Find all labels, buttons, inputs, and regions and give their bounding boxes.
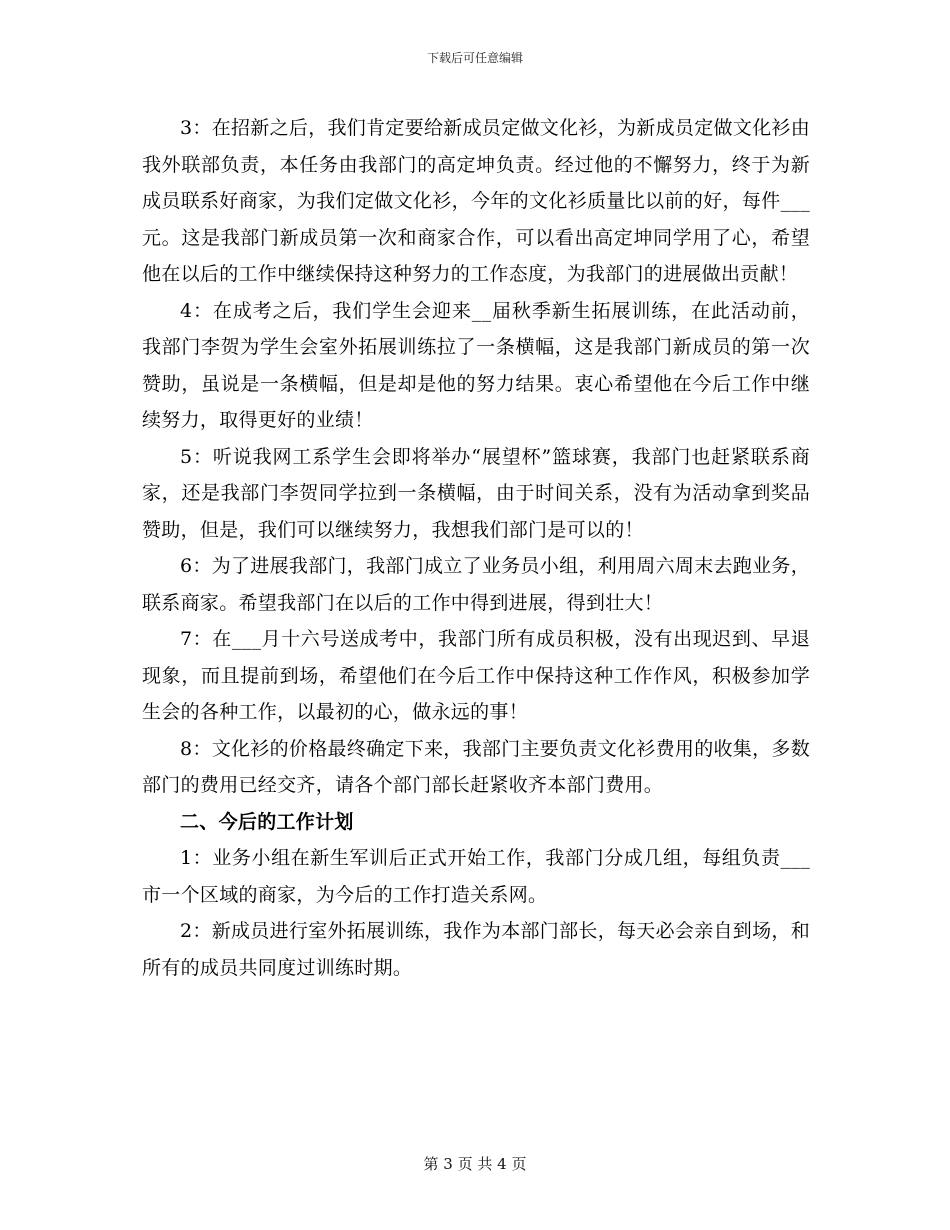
paragraph-item-6: 6：为了进展我部门，我部门成立了业务员小组，利用周六周末去跑业务，联系商家。希望我部门在以后的工作中得到进展，得到壮大！ bbox=[142, 555, 810, 614]
page-number: 第 3 页 共 4 页 bbox=[423, 1155, 527, 1173]
section-heading: 二、今后的工作计划 bbox=[180, 810, 354, 833]
plan-item-2: 2：新成员进行室外拓展训练，我作为本部门部长，每天必会亲自到场，和所有的成员共同度过训练时期。 bbox=[142, 920, 810, 979]
paragraph-item-5: 5：听说我网工系学生会即将举办“展望杯”篮球赛，我部门也赶紧联系商家，还是我部门李贺同学拉到一条横幅，由于时间关系，没有为活动拿到奖品赞助，但是，我们可以继续努力，我想我们部门是可以的！ bbox=[142, 445, 810, 541]
plan-item-1: 1：业务小组在新生军训后正式开始工作，我部门分成几组，每组负责___市一个区域的商家，为今后的工作打造关系网。 bbox=[142, 847, 810, 906]
paragraph-item-8: 8：文化衫的价格最终确定下来，我部门主要负责文化衫费用的收集，多数部门的费用已经交齐，请各个部门部长赶紧收齐本部门费用。 bbox=[142, 737, 810, 796]
paragraph-item-7: 7：在___月十六号送成考中，我部门所有成员积极，没有出现迟到、早退现象，而且提前到场，希望他们在今后工作中保持这种工作作风，积极参加学生会的各种工作，以最初的心，做永远的事！ bbox=[142, 628, 810, 723]
paragraph-item-3: 3：在招新之后，我们肯定要给新成员定做文化衫，为新成员定做文化衫由我外联部负责，本任务由我部门的高定坤负责。经过他的不懈努力，终于为新成员联系好商家，为我们定做文化衫，今年的文化衫质量比以前的好，每件___元。这是我部门新成员第一次和商家合作，可以看出高定坤同学用了心，希望他在以后的工作中继续保持这种努力的工作态度，为我部门的进展做出贡献！ bbox=[142, 117, 810, 285]
page-header-note: 下载后可任意编辑 bbox=[426, 51, 523, 65]
paragraph-item-4: 4：在成考之后，我们学生会迎来__届秋季新生拓展训练，在此活动前，我部门李贺为学生会室外拓展训练拉了一条横幅，这是我部门新成员的第一次赞助，虽说是一条横幅，但是却是他的努力结果。衷心希望他在今后工作中继续努力，取得更好的业绩！ bbox=[142, 299, 810, 431]
document-body bbox=[142, 110, 810, 986]
